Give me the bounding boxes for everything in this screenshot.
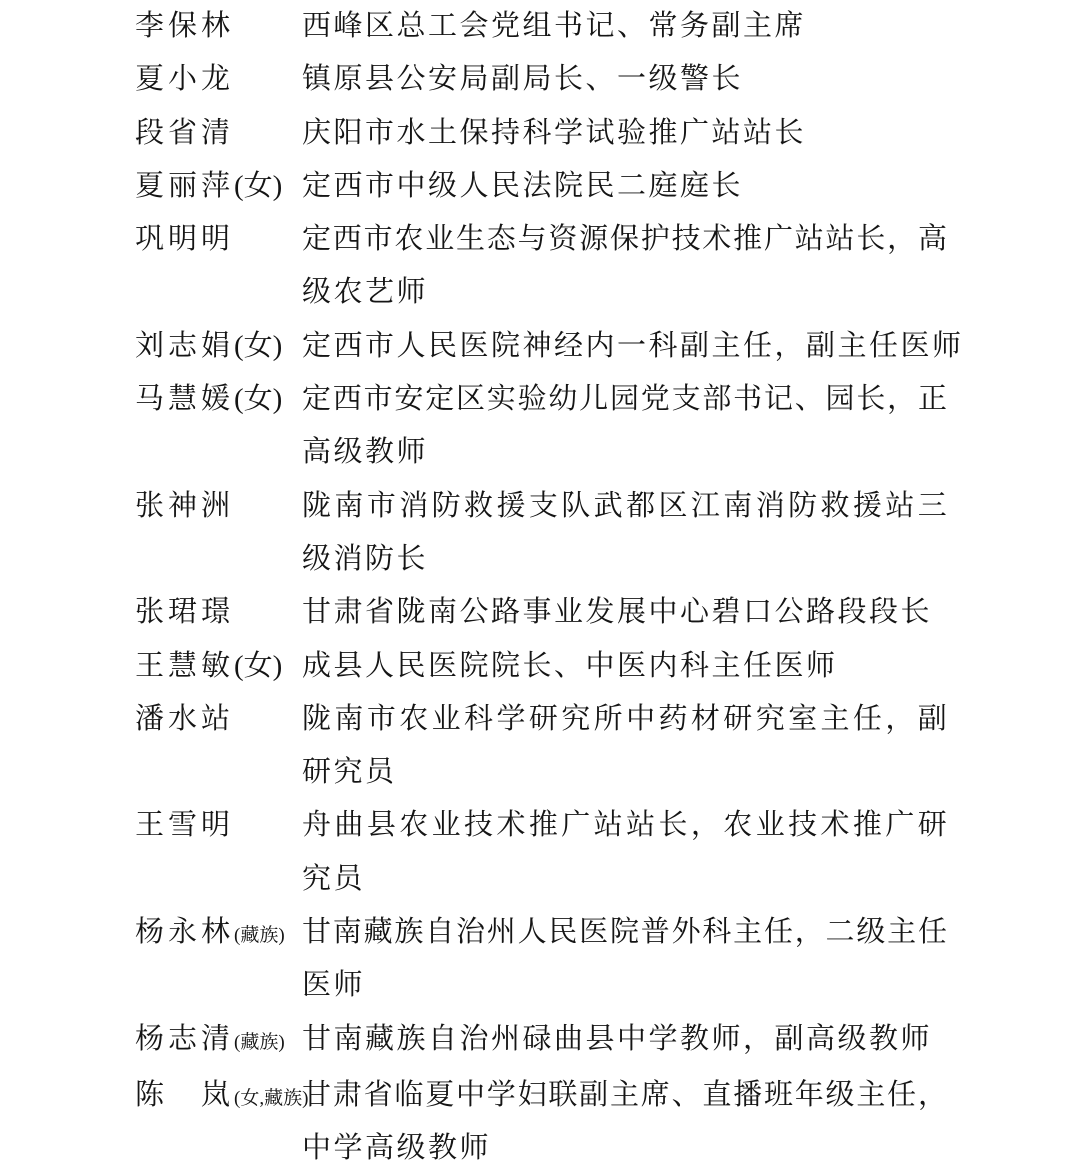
person-name	[135, 480, 302, 533]
title-line: 西峰区总工会党组书记、常务副主席	[302, 10, 807, 42]
entry-row	[135, 799, 947, 906]
gender-ethnicity-suffix: (藏族)	[234, 1031, 285, 1053]
person-title	[302, 906, 947, 1013]
person-name	[135, 640, 302, 693]
entry-row	[135, 693, 947, 800]
person-title	[302, 1013, 947, 1066]
entry-row	[135, 640, 947, 693]
person-name	[135, 160, 302, 213]
person-name	[135, 320, 302, 373]
entry-row	[135, 107, 947, 160]
person-name	[135, 53, 302, 106]
person-name-text: 夏小龙	[135, 63, 235, 96]
title-line: 镇原县公安局副局长、一级警长	[302, 63, 744, 96]
title-line: 究员	[302, 862, 366, 895]
person-name	[135, 906, 302, 962]
gender-ethnicity-suffix: (女)	[234, 649, 283, 682]
person-title	[302, 640, 947, 693]
entry-row	[135, 160, 947, 213]
title-line: 甘肃省陇南公路事业发展中心碧口公路段段长	[302, 596, 933, 629]
title-line: 研究员	[302, 756, 397, 789]
entry-row	[135, 586, 947, 639]
person-name-text: 杨永林	[135, 916, 235, 949]
person-name-text: 刘志娟	[135, 329, 235, 362]
person-name-text: 张珺璟	[135, 596, 235, 629]
entry-row	[135, 906, 947, 1013]
person-name-text: 夏丽萍	[135, 169, 235, 202]
person-title	[302, 320, 964, 373]
person-name	[135, 693, 302, 746]
entry-row	[135, 213, 947, 320]
title-line: 定 西 市 农 业 生 态 与 资 源 保 护 技 术 推 广 站 站 长 ， 高	[302, 223, 947, 256]
title-line: 中学高级教师	[302, 1132, 492, 1165]
gender-ethnicity-suffix: (女)	[234, 329, 283, 362]
title-line: 庆阳市水土保持科学试验推广站站长	[302, 116, 807, 149]
person-title	[302, 107, 947, 160]
person-name	[135, 586, 302, 639]
entry-row	[135, 53, 947, 106]
title-line: 定西市人民医院神经内一科副主任，副主任医师	[302, 329, 964, 362]
entry-row	[135, 0, 947, 53]
person-name	[135, 373, 302, 426]
entry-row	[135, 373, 947, 480]
person-name-text: 段省清	[135, 116, 235, 149]
person-title	[302, 213, 947, 320]
entry-row	[135, 480, 947, 587]
person-name-text: 马慧媛	[135, 383, 235, 416]
person-name-text: 王慧敏	[135, 649, 235, 682]
title-line: 定西市中级人民法院民二庭庭长	[302, 169, 744, 202]
title-line: 医师	[302, 969, 366, 1002]
title-line: 舟 曲 县 农 业 技 术 推 广 站 站 长 ， 农 业 技 术 推 广 研	[302, 809, 947, 842]
title-line: 级消防长	[302, 542, 429, 575]
title-line: 陇 南 市 消 防 救 援 支 队 武 都 区 江 南 消 防 救 援 站 三	[302, 489, 947, 522]
gender-ethnicity-suffix: (藏族)	[234, 925, 285, 947]
person-title	[302, 0, 947, 53]
person-title	[302, 160, 947, 213]
entry-row	[135, 1013, 947, 1069]
person-title	[302, 373, 947, 480]
title-line: 甘 肃 省 临 夏 中 学 妇 联 副 主 席 、 直 播 班 年 级 主 任 ，	[302, 1078, 947, 1111]
person-name	[135, 213, 302, 266]
person-name-text: 王雪明	[135, 809, 235, 842]
person-name-text: 李保林	[135, 10, 235, 42]
person-name-text: 巩明明	[135, 223, 235, 256]
person-title	[302, 586, 947, 639]
person-title	[302, 693, 947, 800]
person-name-text: 杨志清	[135, 1022, 235, 1055]
title-line: 成县人民医院院长、中医内科主任医师	[302, 649, 838, 682]
title-line: 高级教师	[302, 436, 429, 469]
gender-ethnicity-suffix: (女)	[234, 383, 283, 416]
title-line: 甘 南 藏 族 自 治 州 人 民 医 院 普 外 科 主 任 ， 二 级 主 任	[302, 916, 947, 949]
title-line: 级农艺师	[302, 276, 429, 309]
entry-row	[135, 320, 964, 373]
person-title	[302, 480, 947, 587]
title-line: 甘南藏族自治州碌曲县中学教师，副高级教师	[302, 1022, 933, 1055]
person-name-text: 张神洲	[135, 489, 235, 522]
person-name	[135, 1069, 309, 1125]
entry-row	[135, 1069, 947, 1176]
person-name	[135, 1013, 302, 1069]
document-page	[135, 0, 964, 1176]
person-title	[302, 53, 947, 106]
gender-ethnicity-suffix: (女)	[234, 169, 283, 202]
title-line: 定 西 市 安 定 区 实 验 幼 儿 园 党 支 部 书 记 、 园 长 ， 正	[302, 383, 947, 416]
person-name	[135, 0, 302, 53]
person-title	[302, 1069, 947, 1176]
person-name	[135, 107, 302, 160]
award-list	[135, 0, 964, 1176]
person-name-text: 陈 岚	[135, 1078, 235, 1111]
gender-ethnicity-suffix: (女,藏族)	[234, 1087, 309, 1109]
person-name	[135, 799, 302, 852]
person-name-text: 潘水站	[135, 702, 235, 735]
person-title	[302, 799, 947, 906]
title-line: 陇 南 市 农 业 科 学 研 究 所 中 药 材 研 究 室 主 任 ， 副	[302, 702, 947, 735]
